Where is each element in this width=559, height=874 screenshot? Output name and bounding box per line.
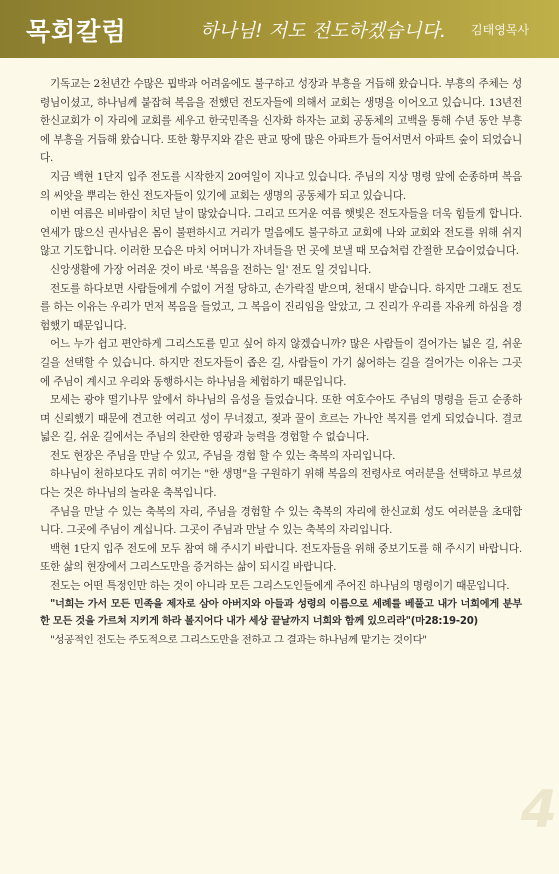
closing-quote: "성공적인 전도는 주도적으로 그리스도만을 전하고 그 결과는 하나님께 맡기는 것이다" bbox=[50, 633, 427, 646]
paragraph: 기독교는 2천년간 수많은 핍박과 어려움에도 불구하고 성장과 부흥을 거듭해 왔습니다. 부흥의 주체는 성령님이셨고, 하나님께 붙잡혀 복음을 전했던 전도자들에 의해서 교회는 생명을 이어오고 있습니다. 13년전 한신교회가 이 자리에 교회를 세우고 한국민족을 신자화 하자는 교회 공동체의 고백을 통해 수년 동안 부흥에 부흥을 거듭해 왔습니다. 또한 황무지와 같은 판교 땅에 많은 아파트가 들어서면서 아파트 숲이 되었습니다. bbox=[40, 78, 522, 165]
paragraph: 이번 여름은 비바람이 치던 날이 많았습니다. 그리고 뜨거운 여름 햇빛은 전도자들을 더욱 힘들게 합니다. 연세가 많으신 권사님은 몸이 불편하시고 거리가 멀음에도 불구하고 교회에 나와 교회와 전도를 위해 쉬지 않고 기도합니다. 이러한 모습은 마치 어머니가 자녀들을 먼 곳에 보낼 때 모습처럼 간절한 모습이었습니다. bbox=[40, 208, 522, 258]
paragraph: 백현 1단지 입주 전도에 모두 참여 해 주시기 바랍니다. 전도자들을 위해 중보기도를 해 주시기 바랍니다. 또한 삶의 현장에서 그리스도만을 증거하는 삶이 되시길 바랍니다. bbox=[40, 542, 522, 574]
paragraph: 모세는 광야 떨기나무 앞에서 하나님의 음성을 들었습니다. 또한 여호수아도 주님의 명령을 듣고 순종하며 신뢰했기 때문에 견고한 여리고 성이 무너졌고, 젖과 꿀이 흐르는 가나안 복지를 얻게 되었습니다. 결코 넓은 길, 쉬운 길에서는 주님의 찬란한 영광과 능력을 경험할 수 없습니다. bbox=[40, 394, 522, 444]
paragraph: 전도는 어떤 특정인만 하는 것이 아니라 모든 그리스도인들에게 주어진 하나님의 명령이기 때문입니다. bbox=[50, 580, 510, 593]
paragraph: 지금 백현 1단지 입주 전도를 시작한지 20여일이 지나고 있습니다. 주님의 지상 명령 앞에 순종하며 복음의 씨앗을 뿌리는 한신 전도자들이 있기에 교회는 생명의 공동체가 되고 있습니다. bbox=[40, 170, 522, 202]
author-name: 김태영목사 bbox=[471, 23, 529, 37]
paragraph: 어느 누가 쉽고 편안하게 그리스도를 믿고 싶어 하지 않겠습니까? 많은 사람들이 걸어가는 넓은 길, 쉬운 길을 선택할 수 있습니다. 하지만 전도자들이 좁은 길, 사람들이 가기 싫어하는 길을 걸어가는 이유는 그곳에 주님이 계시고 우리와 동행하시는 하나님을 체험하기 때문입니다. bbox=[40, 338, 522, 388]
paragraph: 하나님이 천하보다도 귀히 여기는 "한 생명"을 구원하기 위해 복음의 전령사로 여러분을 선택하고 부르셨다는 것은 하나님의 놀라운 축복입니다. bbox=[40, 468, 522, 500]
article-body bbox=[40, 75, 522, 649]
article-title: 하나님! 저도 전도하겠습니다. bbox=[200, 20, 446, 42]
column-header bbox=[0, 0, 559, 58]
paragraph: 전도를 하다보면 사람들에게 수없이 거절 당하고, 손가락질 받으며, 천대시 받습니다. 하지만 그래도 전도를 하는 이유는 우리가 먼저 복음을 들었고, 그 복음이 진리임을 알았고, 그 진리가 우리를 자유케 하심을 경험했기 때문입니다. bbox=[40, 282, 522, 332]
page-number: 4 bbox=[520, 780, 557, 840]
scripture-quote: "너희는 가서 모든 민족을 제자로 삼아 아버지와 아들과 성령의 이름으로 세례를 베풀고 내가 너희에게 분부한 모든 것을 가르쳐 지키게 하라 볼지어다 내가 세상 끝날까지 너희와 함께 있으리라"(마28:19-20) bbox=[40, 598, 522, 628]
paragraph: 주님을 만날 수 있는 축복의 자리, 주님을 경험할 수 있는 축복의 자리에 한신교회 성도 여러분을 초대합니다. 그곳에 주님이 계십니다. 그곳이 주님과 만날 수 있는 축복의 자리입니다. bbox=[40, 505, 522, 537]
column-title: 목회칼럼 bbox=[26, 17, 127, 46]
paragraph: 전도 현장은 주님을 만날 수 있고, 주님을 경험 할 수 있는 축복의 자리입니다. bbox=[50, 449, 396, 462]
paragraph: 신앙생활에 가장 어려운 것이 바로 '복음을 전하는 일' 전도 일 것입니다. bbox=[50, 263, 372, 276]
